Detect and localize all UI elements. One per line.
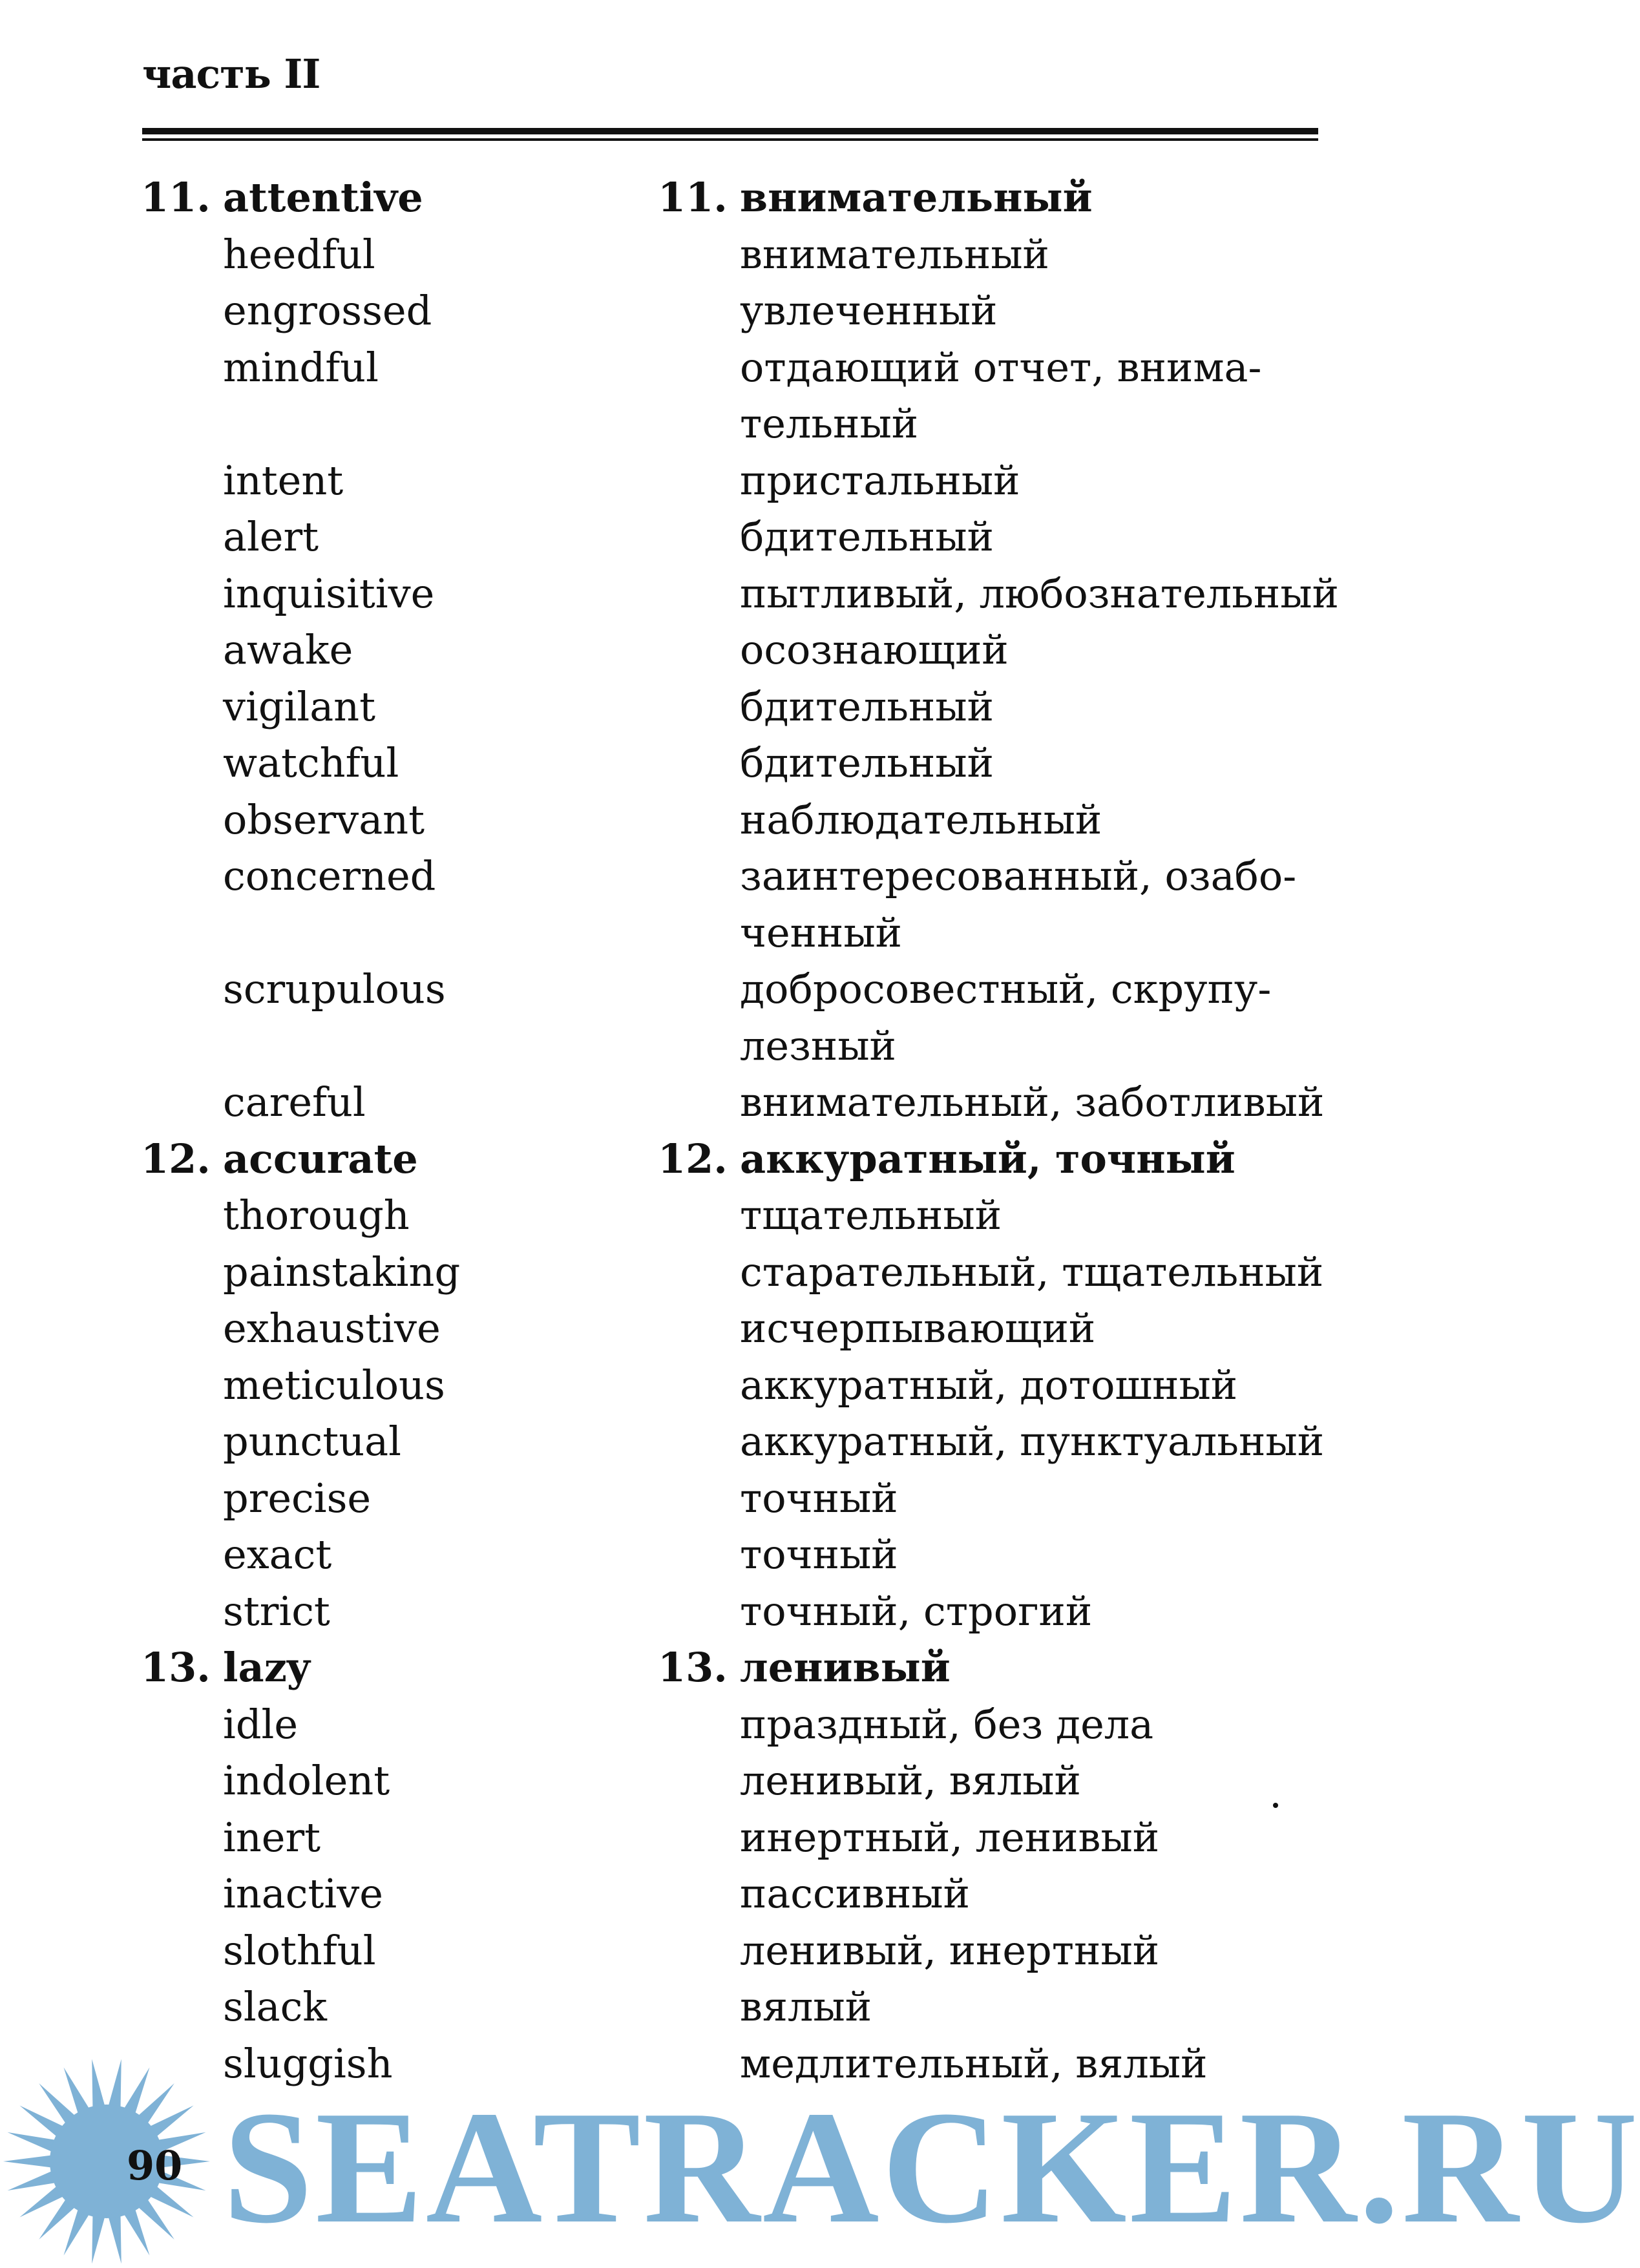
english-word: watchful (223, 739, 399, 786)
russian-translation: тельный (740, 400, 919, 447)
vocabulary-row (0, 961, 1447, 1018)
russian-translation: медлительный, вялый (740, 2039, 1208, 2087)
russian-translation: лезный (740, 1022, 896, 1069)
english-word: idle (223, 1700, 299, 1748)
russian-translation: наблюдательный (740, 795, 1102, 843)
sun-ray (107, 2059, 121, 2112)
english-word: engrossed (223, 287, 432, 334)
english-word: strict (223, 1587, 330, 1635)
vocabulary-row (0, 1865, 1447, 1922)
vocabulary-row (0, 1526, 1447, 1583)
english-word: vigilant (223, 682, 376, 730)
english-word: inquisitive (223, 569, 435, 617)
english-word: intent (223, 456, 344, 504)
vocabulary-row (0, 509, 1447, 565)
english-word: exhaustive (223, 1305, 441, 1352)
vocabulary-row (0, 395, 1447, 452)
vocabulary-row (0, 1074, 1447, 1131)
sun-ray (3, 2155, 56, 2168)
stray-dot (1273, 1803, 1278, 1808)
vocabulary-row (0, 1752, 1447, 1809)
vocabulary-row (0, 339, 1447, 396)
russian-translation: внимательный (740, 230, 1049, 278)
english-word: slack (223, 1983, 327, 2030)
english-word: precise (223, 1474, 372, 1522)
sun-ray (107, 2211, 121, 2263)
english-word: meticulous (223, 1361, 445, 1409)
vocabulary-row (0, 1244, 1447, 1301)
group-heading-row (0, 1131, 1447, 1188)
page-number: 90 (127, 2142, 183, 2189)
russian-translation: внимательный, заботливый (740, 1078, 1325, 1126)
vocabulary-row (0, 1583, 1447, 1640)
russian-translation: пристальный (740, 456, 1020, 504)
russian-translation: тщательный (740, 1192, 1002, 1239)
english-word: heedful (223, 230, 375, 278)
vocabulary-row (0, 1187, 1447, 1244)
russian-translation: ленивый, вялый (740, 1757, 1081, 1804)
russian-translation: точный (740, 1474, 898, 1522)
header-rule-thick (142, 128, 1318, 134)
english-word: awake (223, 626, 353, 673)
group-number-en: 13. (141, 1644, 211, 1691)
russian-translation: пытливый, любознательный (740, 569, 1339, 617)
english-word: concerned (223, 852, 436, 899)
english-word: painstaking (223, 1248, 461, 1296)
russian-translation: аккуратный, пунктуальный (740, 1418, 1325, 1465)
english-word: observant (223, 795, 425, 843)
russian-translation: бдительный (740, 739, 994, 786)
sun-ray (92, 2211, 106, 2263)
vocabulary-row (0, 1018, 1447, 1075)
heading-word-en: attentive (223, 174, 423, 221)
english-word: slothful (223, 1926, 376, 1974)
russian-translation: бдительный (740, 682, 994, 730)
group-heading-row (0, 1639, 1447, 1696)
vocabulary-list (0, 169, 1447, 2092)
russian-translation: инертный, ленивый (740, 1813, 1160, 1861)
russian-translation: ленивый, инертный (740, 1926, 1160, 1974)
russian-translation: добросовестный, скрупу- (740, 965, 1272, 1013)
russian-translation: вялый (740, 1983, 872, 2030)
russian-translation: увлеченный (740, 287, 998, 334)
group-number-en: 12. (141, 1135, 211, 1182)
group-number-ru: 13. (658, 1644, 728, 1691)
english-word: careful (223, 1078, 366, 1126)
russian-translation: отдающий отчет, внима- (740, 343, 1262, 391)
english-word: sluggish (223, 2039, 393, 2087)
english-word: alert (223, 513, 319, 560)
russian-translation: бдительный (740, 513, 994, 560)
russian-translation: точный (740, 1531, 898, 1578)
english-word: inactive (223, 1870, 383, 1917)
vocabulary-row (0, 1357, 1447, 1414)
heading-word-en: accurate (223, 1135, 418, 1182)
section-header: часть II (142, 50, 321, 98)
vocabulary-row (0, 452, 1447, 509)
russian-translation: исчерпывающий (740, 1305, 1096, 1352)
russian-translation: пассивный (740, 1870, 970, 1917)
heading-word-ru: внимательный (740, 174, 1093, 221)
english-word: exact (223, 1531, 332, 1578)
vocabulary-row (0, 282, 1447, 339)
russian-translation: заинтересованный, озабо- (740, 852, 1297, 899)
vocabulary-row (0, 622, 1447, 678)
russian-translation: старательный, тщательный (740, 1248, 1324, 1296)
watermark-logo: SEATRACKER.RU (223, 2078, 1640, 2257)
english-word: mindful (223, 343, 379, 391)
vocabulary-row (0, 792, 1447, 848)
group-number-ru: 12. (658, 1135, 728, 1182)
vocabulary-row (0, 226, 1447, 283)
vocabulary-row (0, 735, 1447, 792)
vocabulary-row (0, 1413, 1447, 1470)
header-rule-thin (142, 138, 1318, 141)
vocabulary-row (0, 1470, 1447, 1527)
russian-translation: ченный (740, 908, 902, 956)
vocabulary-row (0, 678, 1447, 735)
heading-word-ru: аккуратный, точный (740, 1135, 1235, 1182)
english-word: scrupulous (223, 965, 446, 1013)
russian-translation: аккуратный, дотошный (740, 1361, 1238, 1409)
vocabulary-row (0, 1979, 1447, 2035)
vocabulary-row (0, 905, 1447, 961)
vocabulary-row (0, 848, 1447, 905)
vocabulary-row (0, 1809, 1447, 1866)
vocabulary-row (0, 565, 1447, 622)
vocabulary-row (0, 1696, 1447, 1753)
group-number-ru: 11. (658, 174, 728, 221)
heading-word-ru: ленивый (740, 1644, 951, 1691)
russian-translation: праздный, без дела (740, 1700, 1154, 1748)
group-heading-row (0, 169, 1447, 226)
russian-translation: осознающий (740, 626, 1009, 673)
english-word: thorough (223, 1192, 410, 1239)
sun-ray (92, 2059, 106, 2112)
group-number-en: 11. (141, 174, 211, 221)
english-word: inert (223, 1813, 321, 1861)
vocabulary-row (0, 1922, 1447, 1979)
russian-translation: точный, строгий (740, 1587, 1093, 1635)
vocabulary-row (0, 1300, 1447, 1357)
english-word: punctual (223, 1418, 401, 1465)
english-word: indolent (223, 1757, 390, 1804)
heading-word-en: lazy (223, 1644, 310, 1691)
